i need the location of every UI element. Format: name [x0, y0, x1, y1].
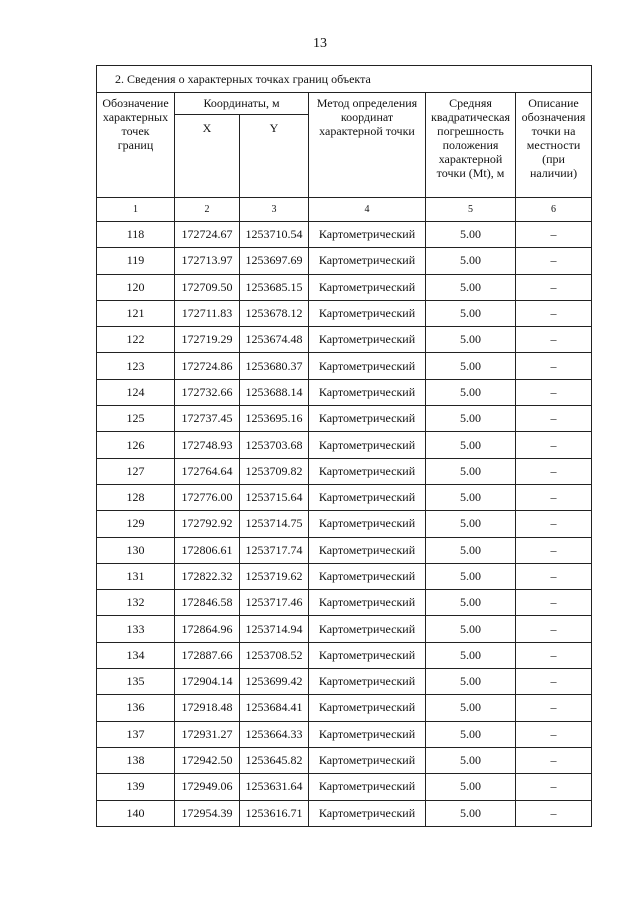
point-number-cell: 138 [97, 747, 175, 773]
table-row [97, 747, 592, 773]
table-row [97, 616, 592, 642]
y-coordinate-cell: 1253714.75 [240, 511, 309, 537]
description-cell: – [516, 747, 592, 773]
y-coordinate-cell: 1253697.69 [240, 248, 309, 274]
table-row [97, 642, 592, 668]
point-number-cell: 124 [97, 379, 175, 405]
header-description-line: (при [542, 152, 565, 166]
point-number-cell: 133 [97, 616, 175, 642]
error-cell: 5.00 [426, 800, 516, 826]
method-cell: Картометрический [309, 327, 426, 353]
point-number-cell: 122 [97, 327, 175, 353]
point-number-cell: 127 [97, 458, 175, 484]
error-cell: 5.00 [426, 406, 516, 432]
header-coordinates: Координаты, м [175, 93, 309, 115]
header-description [516, 93, 592, 198]
y-coordinate-cell: 1253708.52 [240, 642, 309, 668]
error-cell: 5.00 [426, 695, 516, 721]
error-cell: 5.00 [426, 747, 516, 773]
description-cell: – [516, 511, 592, 537]
error-cell: 5.00 [426, 616, 516, 642]
table-row [97, 484, 592, 510]
method-cell: Картометрический [309, 274, 426, 300]
header-error-line: точки (Mt), м [436, 166, 505, 180]
header-description-line: местности [526, 138, 581, 152]
y-coordinate-cell: 1253645.82 [240, 747, 309, 773]
point-number-cell: 120 [97, 274, 175, 300]
method-cell: Картометрический [309, 563, 426, 589]
description-cell: – [516, 537, 592, 563]
error-cell: 5.00 [426, 274, 516, 300]
y-coordinate-cell: 1253709.82 [240, 458, 309, 484]
header-method [309, 93, 426, 198]
x-coordinate-cell: 172846.58 [175, 590, 240, 616]
table-row [97, 248, 592, 274]
description-cell: – [516, 484, 592, 510]
description-cell: – [516, 616, 592, 642]
x-coordinate-cell: 172904.14 [175, 669, 240, 695]
method-cell: Картометрический [309, 432, 426, 458]
description-cell: – [516, 222, 592, 248]
method-cell: Картометрический [309, 642, 426, 668]
method-cell: Картометрический [309, 695, 426, 721]
y-coordinate-cell: 1253714.94 [240, 616, 309, 642]
x-coordinate-cell: 172822.32 [175, 563, 240, 589]
y-coordinate-cell: 1253685.15 [240, 274, 309, 300]
table-row [97, 432, 592, 458]
header-error-line: погрешность [437, 124, 504, 138]
description-cell: – [516, 300, 592, 326]
x-coordinate-cell: 172954.39 [175, 800, 240, 826]
method-cell: Картометрический [309, 511, 426, 537]
point-number-cell: 139 [97, 774, 175, 800]
header-row [97, 93, 592, 115]
method-cell: Картометрический [309, 458, 426, 484]
y-coordinate-cell: 1253717.74 [240, 537, 309, 563]
method-cell: Картометрический [309, 616, 426, 642]
method-cell: Картометрический [309, 379, 426, 405]
point-number-cell: 132 [97, 590, 175, 616]
description-cell: – [516, 695, 592, 721]
error-cell: 5.00 [426, 721, 516, 747]
header-error-line: характерной [438, 152, 503, 166]
y-coordinate-cell: 1253719.62 [240, 563, 309, 589]
x-coordinate-cell: 172931.27 [175, 721, 240, 747]
error-cell: 5.00 [426, 563, 516, 589]
method-cell: Картометрический [309, 222, 426, 248]
table-row [97, 774, 592, 800]
y-coordinate-cell: 1253616.71 [240, 800, 309, 826]
description-cell: – [516, 274, 592, 300]
point-number-cell: 130 [97, 537, 175, 563]
error-cell: 5.00 [426, 484, 516, 510]
error-cell: 5.00 [426, 669, 516, 695]
x-coordinate-cell: 172792.92 [175, 511, 240, 537]
y-coordinate-cell: 1253664.33 [240, 721, 309, 747]
point-number-cell: 118 [97, 222, 175, 248]
point-number-cell: 123 [97, 353, 175, 379]
point-number-cell: 137 [97, 721, 175, 747]
x-coordinate-cell: 172918.48 [175, 695, 240, 721]
method-cell: Картометрический [309, 537, 426, 563]
header-error-line: положения [442, 138, 499, 152]
method-cell: Картометрический [309, 747, 426, 773]
header-designation-line: границ [117, 138, 154, 152]
point-number-cell: 140 [97, 800, 175, 826]
error-cell: 5.00 [426, 590, 516, 616]
x-coordinate-cell: 172748.93 [175, 432, 240, 458]
y-coordinate-cell: 1253703.68 [240, 432, 309, 458]
table-row [97, 721, 592, 747]
error-cell: 5.00 [426, 432, 516, 458]
point-number-cell: 128 [97, 484, 175, 510]
point-number-cell: 135 [97, 669, 175, 695]
table-row [97, 563, 592, 589]
error-cell: 5.00 [426, 642, 516, 668]
x-coordinate-cell: 172887.66 [175, 642, 240, 668]
header-x: X [175, 115, 240, 198]
x-coordinate-cell: 172711.83 [175, 300, 240, 326]
error-cell: 5.00 [426, 379, 516, 405]
header-description-line: точки на [531, 124, 576, 138]
description-cell: – [516, 327, 592, 353]
description-cell: – [516, 669, 592, 695]
error-cell: 5.00 [426, 537, 516, 563]
header-error-line: квадратическая [431, 110, 510, 124]
x-coordinate-cell: 172949.06 [175, 774, 240, 800]
error-cell: 5.00 [426, 511, 516, 537]
header-error-line: Средняя [449, 96, 492, 110]
x-coordinate-cell: 172713.97 [175, 248, 240, 274]
page-number: 13 [313, 36, 327, 51]
y-coordinate-cell: 1253710.54 [240, 222, 309, 248]
x-coordinate-cell: 172732.66 [175, 379, 240, 405]
header-designation-line: Обозначение [102, 96, 169, 110]
column-number: 6 [516, 198, 592, 222]
table-row [97, 300, 592, 326]
header-description-line: наличии) [529, 166, 578, 180]
error-cell: 5.00 [426, 327, 516, 353]
description-cell: – [516, 432, 592, 458]
method-cell: Картометрический [309, 248, 426, 274]
method-cell: Картометрический [309, 721, 426, 747]
column-number-row [97, 198, 592, 222]
point-number-cell: 134 [97, 642, 175, 668]
y-coordinate-cell: 1253715.64 [240, 484, 309, 510]
point-number-cell: 126 [97, 432, 175, 458]
table-row [97, 695, 592, 721]
method-cell: Картометрический [309, 774, 426, 800]
table-row [97, 458, 592, 484]
y-coordinate-cell: 1253684.41 [240, 695, 309, 721]
header-description-line: Описание [528, 96, 579, 110]
header-description-line: обозначения [521, 110, 586, 124]
data-body [97, 222, 592, 827]
x-coordinate-cell: 172709.50 [175, 274, 240, 300]
x-coordinate-cell: 172737.45 [175, 406, 240, 432]
y-coordinate-cell: 1253699.42 [240, 669, 309, 695]
x-coordinate-cell: 172719.29 [175, 327, 240, 353]
table-row [97, 274, 592, 300]
description-cell: – [516, 721, 592, 747]
error-cell: 5.00 [426, 458, 516, 484]
table-row [97, 406, 592, 432]
x-coordinate-cell: 172724.67 [175, 222, 240, 248]
table-row [97, 222, 592, 248]
section-title-row [97, 66, 592, 93]
point-number-cell: 121 [97, 300, 175, 326]
table-row [97, 537, 592, 563]
x-coordinate-cell: 172764.64 [175, 458, 240, 484]
point-number-cell: 131 [97, 563, 175, 589]
description-cell: – [516, 590, 592, 616]
description-cell: – [516, 406, 592, 432]
table-row [97, 379, 592, 405]
error-cell: 5.00 [426, 300, 516, 326]
error-cell: 5.00 [426, 248, 516, 274]
point-number-cell: 129 [97, 511, 175, 537]
description-cell: – [516, 458, 592, 484]
header-method-line: Метод определения [316, 96, 418, 110]
method-cell: Картометрический [309, 669, 426, 695]
method-cell: Картометрический [309, 353, 426, 379]
table-row [97, 590, 592, 616]
header-method-line: характерной точки [319, 124, 415, 138]
header-method-line: координат [340, 110, 394, 124]
column-number: 4 [309, 198, 426, 222]
y-coordinate-cell: 1253695.16 [240, 406, 309, 432]
table-row [97, 511, 592, 537]
description-cell: – [516, 248, 592, 274]
x-coordinate-cell: 172776.00 [175, 484, 240, 510]
description-cell: – [516, 379, 592, 405]
table-row [97, 353, 592, 379]
x-coordinate-cell: 172806.61 [175, 537, 240, 563]
method-cell: Картометрический [309, 300, 426, 326]
header-designation-line: характерных [102, 110, 169, 124]
description-cell: – [516, 642, 592, 668]
section-title: 2. Сведения о характерных точках границ объекта [97, 66, 592, 93]
column-number: 1 [97, 198, 175, 222]
error-cell: 5.00 [426, 222, 516, 248]
header-error [426, 93, 516, 198]
column-number: 5 [426, 198, 516, 222]
error-cell: 5.00 [426, 774, 516, 800]
point-number-cell: 136 [97, 695, 175, 721]
column-number: 2 [175, 198, 240, 222]
description-cell: – [516, 774, 592, 800]
x-coordinate-cell: 172724.86 [175, 353, 240, 379]
method-cell: Картометрический [309, 406, 426, 432]
method-cell: Картометрический [309, 484, 426, 510]
x-coordinate-cell: 172864.96 [175, 616, 240, 642]
point-number-cell: 119 [97, 248, 175, 274]
error-cell: 5.00 [426, 353, 516, 379]
header-designation-line: точек [121, 124, 150, 138]
y-coordinate-cell: 1253688.14 [240, 379, 309, 405]
header-designation [97, 93, 175, 198]
y-coordinate-cell: 1253631.64 [240, 774, 309, 800]
table-row [97, 800, 592, 826]
method-cell: Картометрический [309, 590, 426, 616]
method-cell: Картометрический [309, 800, 426, 826]
description-cell: – [516, 800, 592, 826]
table-row [97, 669, 592, 695]
x-coordinate-cell: 172942.50 [175, 747, 240, 773]
point-number-cell: 125 [97, 406, 175, 432]
boundary-points-table [96, 65, 592, 827]
table-row [97, 327, 592, 353]
header-y: Y [240, 115, 309, 198]
description-cell: – [516, 353, 592, 379]
column-number: 3 [240, 198, 309, 222]
y-coordinate-cell: 1253717.46 [240, 590, 309, 616]
y-coordinate-cell: 1253680.37 [240, 353, 309, 379]
description-cell: – [516, 563, 592, 589]
y-coordinate-cell: 1253674.48 [240, 327, 309, 353]
y-coordinate-cell: 1253678.12 [240, 300, 309, 326]
